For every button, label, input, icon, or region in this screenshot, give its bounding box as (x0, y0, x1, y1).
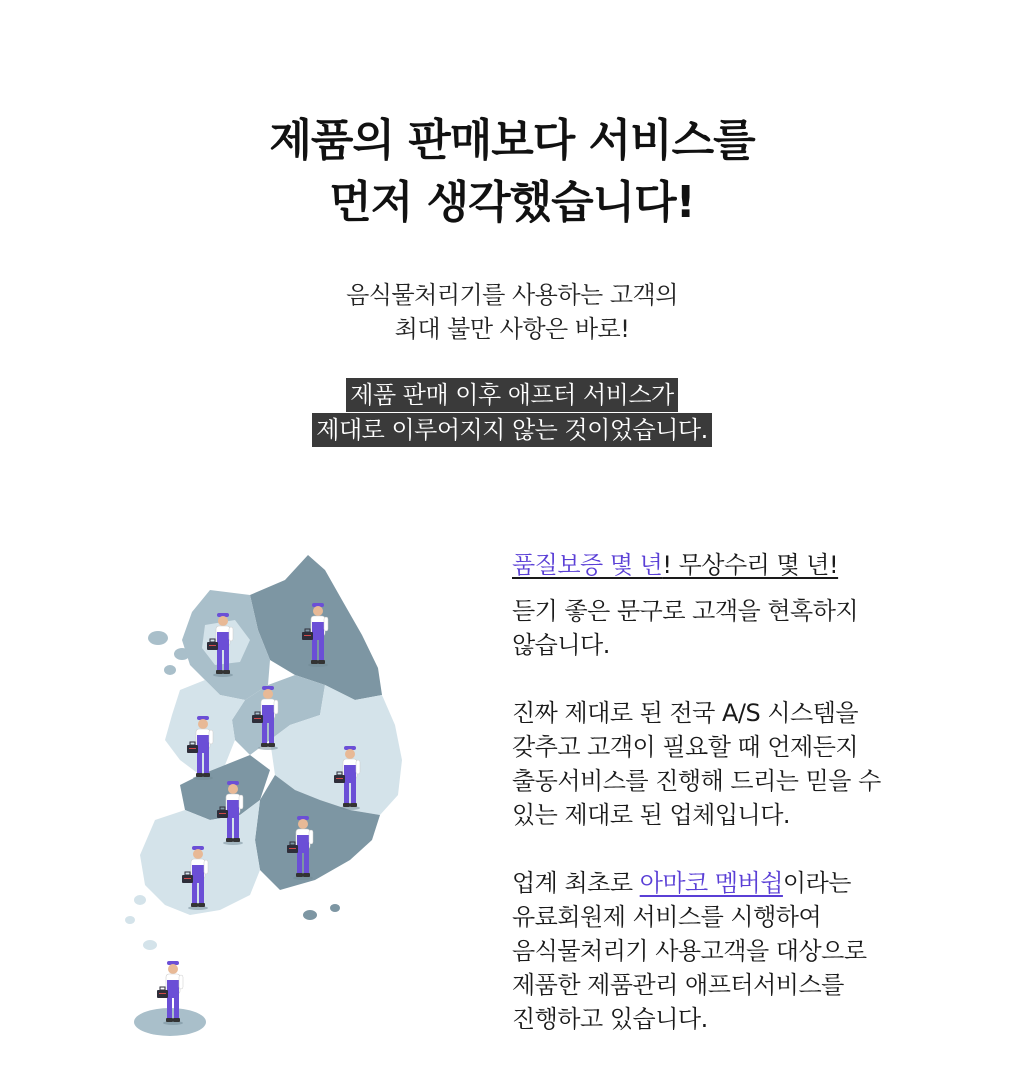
technician-icon (155, 960, 189, 1026)
paragraph-3-line-5: 진행하고 있습니다. (512, 1005, 708, 1033)
paragraph-3-line-1 (512, 866, 972, 900)
headline-line-1: 제품의 판매보다 서비스를 (269, 115, 755, 166)
highlight-line-1: 제품 판매 이후 애프터 서비스가 (346, 378, 677, 412)
paragraph-3-line-4: 제품한 제품관리 애프터서비스를 (512, 971, 844, 999)
highlight-line-2: 제대로 이루어지지 않는 것이었습니다. (312, 413, 711, 447)
technician-icon (250, 685, 284, 751)
amako-membership-link[interactable]: 아마코 멤버쉽 (639, 869, 783, 897)
intro-line-2: 최대 불만 사항은 바로! (394, 315, 630, 343)
warranty-title-rest: ! 무상수리 몇 년! (662, 551, 839, 579)
technician-icon (185, 715, 219, 781)
paragraph-2-line-2: 갖추고 고객이 필요할 때 언제든지 (512, 733, 859, 761)
paragraph-2-line-3: 출동서비스를 진행해 드리는 믿을 수 (512, 767, 881, 795)
intro-text (0, 278, 1024, 346)
warranty-title (512, 548, 972, 582)
paragraph-3-line-3: 음식물처리기 사용고객을 대상으로 (512, 937, 867, 965)
technician-icon (300, 602, 334, 668)
warranty-title-accent: 품질보증 몇 년 (512, 551, 663, 579)
paragraph-3-suffix: 이라는 (782, 869, 851, 897)
description-column (512, 548, 972, 1036)
korea-map-illustration (110, 550, 410, 1040)
technician-icon (180, 845, 214, 911)
highlight-text (0, 378, 1024, 448)
headline-line-2: 먼저 생각했습니다! (329, 177, 695, 228)
paragraph-2-line-1: 진짜 제대로 된 전국 A/S 시스템을 (512, 699, 859, 727)
technician-icon (285, 815, 319, 881)
headline (0, 110, 1024, 234)
paragraph-2-line-4: 있는 제대로 된 업체입니다. (512, 801, 791, 829)
technician-icon (205, 612, 239, 678)
paragraph-3-line-2: 유료회원제 서비스를 시행하여 (512, 903, 822, 931)
paragraph-3-prefix: 업계 최초로 (512, 869, 640, 897)
technician-icon (332, 745, 366, 811)
intro-line-1: 음식물처리기를 사용하는 고객의 (346, 281, 678, 309)
paragraph-1-line-1: 듣기 좋은 문구로 고객을 현혹하지 (512, 597, 859, 625)
paragraph-1-line-2: 않습니다. (512, 631, 610, 659)
technician-icon (215, 780, 249, 846)
